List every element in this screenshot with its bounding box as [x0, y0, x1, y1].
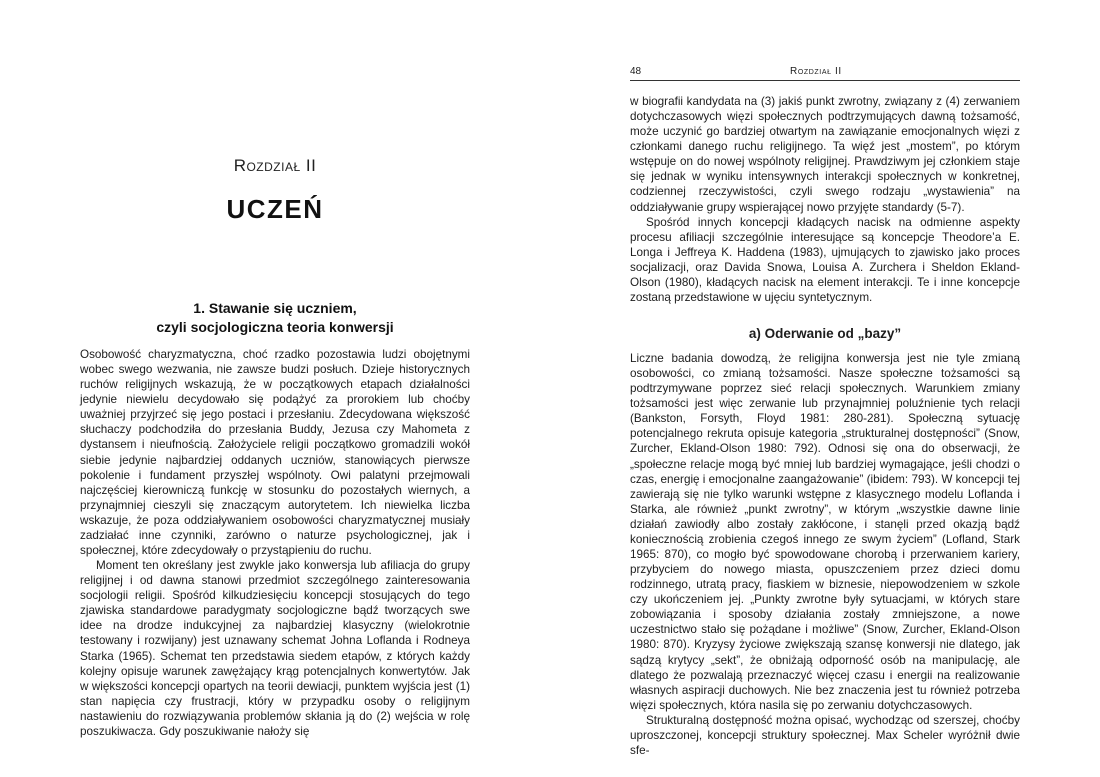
paragraph: w biografii kandydata na (3) jakiś punkt zwrotny, związany z (4) zerwaniem dotychczasowych więzi społecznych podtrzymujących dawną tożsamość, może uczynić go bardziej otwartym na zawiązanie emocjonalnych więzi z członkami danego ruchu religijnego. Ta więź jest „mostem”, po którym wstępuje on do nowej wspólnoty religijnej. Prawdziwym jej członkiem staje się jednak w wyniku intensywnych interakcji społecznych w konkretnej, codziennej rzeczywistości, czyli swego rodzaju „wystawienia” na oddziaływanie grupy wspierającej nowo przyjęte standardy (5-7). [630, 95, 1020, 214]
section-heading-line-1: 1. Stawanie się uczniem, [193, 300, 357, 316]
left-page [80, 0, 470, 777]
right-body-text-bottom [630, 351, 1020, 758]
chapter-title: UCZEŃ [226, 194, 324, 224]
right-page [630, 0, 1020, 777]
running-head [630, 66, 1020, 81]
paragraph: Moment ten określany jest zwykle jako konwersja lub afiliacja do grupy religijnej i od dawna stanowi przedmiot szczególnego zainteresowania socjologii religii. Spośród kilkudziesięciu koncepcji stosujących do tego zjawiska standardowe paradygmaty socjologiczne bądź tworzących swe idee na drodze indukcyjnej za najbardziej klasyczny (wielokrotnie testowany i rozwijany) jest uznawany schemat Johna Loflanda i Rodneya Starka (1965). Schemat ten przedstawia siedem etapów, z których każdy kolejny opisuje warunek zawężający krąg potencjalnych konwertytów. Jak w większości koncepcji opartych na teorii dewiacji, punktem wyjścia jest (1) stan napięcia czy frustracji, który w przypadku osoby o religijnym nastawieniu do rozwiązywania problemów skłania ją do (2) wejścia w rolę poszukiwacza. Gdy poszukiwanie nałoży się [80, 559, 470, 738]
left-body-text [80, 347, 470, 739]
right-body-text-top [630, 94, 1020, 305]
page-number: 48 [630, 66, 642, 77]
section-heading-line-2: czyli socjologiczna teoria konwersji [156, 319, 394, 335]
paragraph: Strukturalną dostępność można opisać, wychodząc od szerszej, choćby uproszczonej, koncepcji struktury społecznej. Max Scheler wyróżnił dwie sfe- [630, 713, 1020, 758]
section-heading [80, 299, 470, 337]
chapter-label: Rozdział II [233, 156, 317, 175]
paragraph: Osobowość charyzmatyczna, choć rzadko pozostawia ludzi obojętnymi wobec swego wezwania, nie zawsze budzi posłuch. Dzieje historycznych ruchów religijnych wskazują, że w początkowych etapach działalności jedynie niewielu decydowało się podążyć za prorokiem lub choćby uważniej przyjrzeć się jego postaci i przesłaniu. Zdecydowana większość słuchaczy podchodziła do przesłania Buddy, Jezusa czy Mahometa z dystansem i nieufnością. Założyciele religii początkowo gromadzili wokół siebie jedynie najbardziej oddanych uczniów, stanowiących pierwsze pokolenie i fundament przyszłej wspólnoty. Owi palatyni przejmowali najczęściej kierowniczą funkcję w stosunku do pozostałych wiernych, a przynajmniej cieszyli się znaczącym autorytetem. Ich niewielka liczba wskazuje, że poza oddziaływaniem osobowości charyzmatycznej musiały zadziałać inne czynniki, zarówno o naturze psychologicznej, jak i społecznej, które zdecydowały o przystąpieniu do ruchu. [80, 348, 470, 558]
subsection-heading: a) Oderwanie od „bazy” [748, 326, 902, 341]
running-title: Rozdział II [790, 66, 842, 77]
paragraph: Liczne badania dowodzą, że religijna konwersja jest nie tyle zmianą osobowości, co zmianą tożsamości. Nasze społeczne tożsamości są podtrzymywane poprzez sieć relacji społecznych. Warunkiem zmiany tożsamości jest więc zerwanie lub przynajmniej poluźnienie tych relacji (Bankston, Forsyth, Floyd 1981: 280-281). Społeczną sytuację potencjalnego rekruta opisuje kategoria „strukturalnej dostępności” (Snow, Zurcher, Ekland-Olson 1980: 792). Odnosi się ona do obserwacji, że „społeczne relacje mogą być mniej lub bardziej wymagające, jeśli chodzi o czas, energię i emocjonalne zaangażowanie” (ibidem: 793). W koncepcji tej zawierają się nie tylko warunki wstępne z klasycznego modelu Loflanda i Starka, ale również „punkt zwrotny”, w którym „wszystkie dawne linie działań zawiodły albo zostały zakłócone, i stanęli przed okazją bądź koniecznością zrobienia czegoś innego ze swym życiem” (Lofland, Stark 1965: 870), co mogło być spowodowane chorobą i przerwaniem kariery, przybyciem do nowego miasta, opuszczeniem przez dzieci domu rodzinnego, utratą pracy, fiaskiem w biznesie, niepowodzeniem w szkole czy ukończeniem jej. „Punkty zwrotne były sytuacjami, w których stare zobowiązania i sposoby działania zostały zmniejszone, a nowe uczestnictwo stało się pożądane i możliwe” (Snow, Zurcher, Ekland-Olson 1980: 870). Kryzysy życiowe zwiększają szansę konwersji nie dlatego, jak sądzą krytycy „sekt”, że obniżają odporność osób na manipulację, ale dlatego że pozwalają przeznaczyć więcej czasu i energii na realizowanie własnych aspiracji duchowych. Nie bez znaczenia jest tu również potrzeba więzi społecznych, która nasila się po zerwaniu dotychczasowych. [630, 352, 1020, 712]
paragraph: Spośród innych koncepcji kładących nacisk na odmienne aspekty procesu afiliacji szczególnie interesujące są koncepcje Theodore’a E. Longa i Jeffreya K. Haddena (1983), ujmujących to zjawisko jako proces socjalizacji, oraz Davida Snowa, Louisa A. Zurchera i Sheldon Ekland-Olson (1980), kładących nacisk na element interakcji. Te i inne koncepcje zostaną przedstawione w ujęciu syntetycznym. [630, 215, 1020, 305]
